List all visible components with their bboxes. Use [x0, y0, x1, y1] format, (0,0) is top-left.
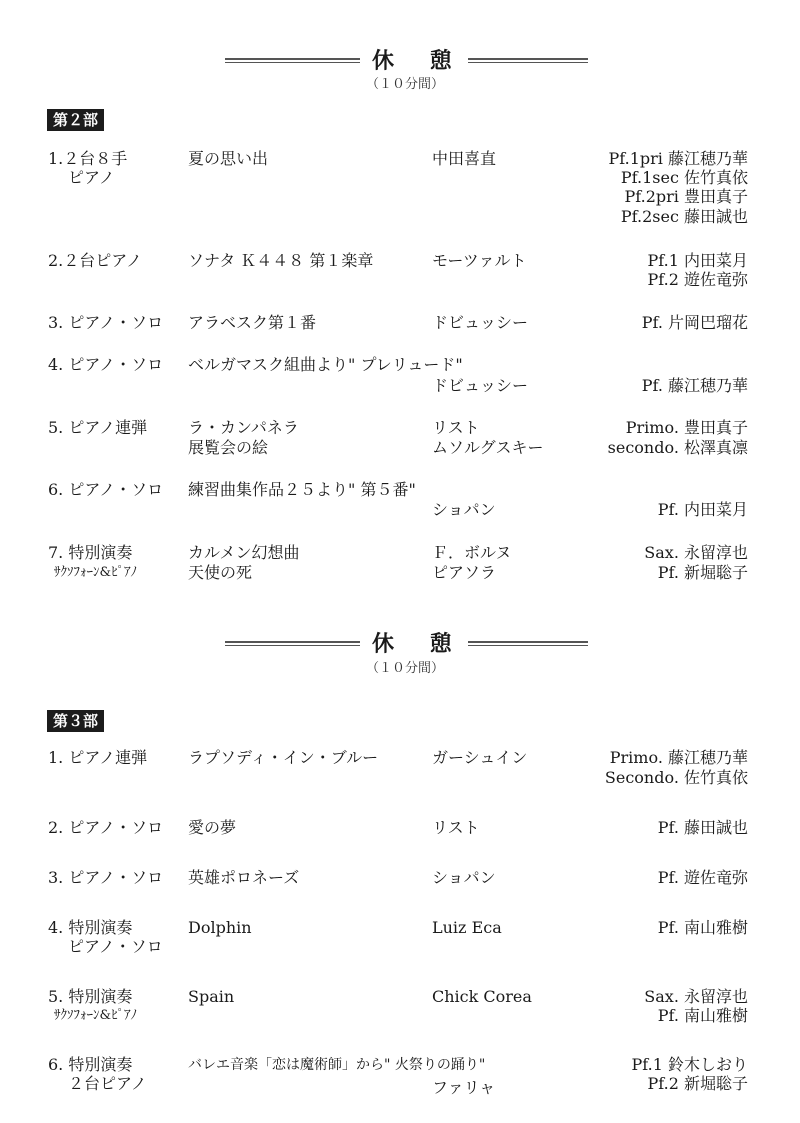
performer: Pf. 南山雅樹 [657, 1006, 748, 1025]
piece-title: 夏の思い出 [188, 149, 269, 168]
performer: Pf. 新堀聡子 [657, 563, 748, 582]
item-category: ２台ピアノ [68, 1074, 147, 1093]
piece-title: ベルガマスク組曲より" プレリュード" [188, 355, 463, 374]
composer: モーツァルト [432, 251, 527, 270]
break-rule-right [468, 641, 588, 646]
composer: Ｆ．ボルヌ [432, 543, 512, 562]
piece-title: ソナタ Ｋ４４８ 第１楽章 [188, 251, 374, 270]
piece-title: バレエ音楽「恋は魔術師」から" 火祭りの踊り" [188, 1057, 486, 1073]
performer: Sax. 永留淳也 [644, 987, 748, 1006]
composer: Luiz Eca [432, 918, 502, 937]
performer: Pf.2sec 藤田誠也 [620, 207, 748, 226]
item-category: ピアノ・ソロ [68, 937, 163, 956]
composer: Chick Corea [432, 987, 532, 1006]
break-rule-left [225, 58, 360, 63]
item-category: ピアノ [68, 168, 115, 187]
piece-title: 展覧会の絵 [188, 438, 269, 457]
composer: ドビュッシー [432, 376, 529, 395]
composer: ショパン [432, 868, 496, 887]
piece-title: Spain [188, 987, 235, 1006]
composer: ガーシュイン [432, 748, 528, 767]
performer: Sax. 永留淳也 [644, 543, 748, 562]
item-number: 5. ピアノ連弾 [48, 418, 148, 437]
part-label: 第３部 [47, 710, 104, 732]
performer: Pf.2pri 豊田真子 [624, 187, 748, 206]
piece-title: 天使の死 [188, 563, 253, 582]
performer: Pf. 片岡巴瑠花 [641, 313, 748, 332]
item-number: 6. 特別演奏 [48, 1055, 133, 1074]
performer: Primo. 藤江穂乃華 [609, 748, 748, 767]
piece-title: 愛の夢 [188, 818, 237, 837]
performer: Pf. 内田菜月 [657, 500, 748, 519]
item-number: 7. 特別演奏 [48, 543, 133, 562]
composer: ムソルグスキー [432, 438, 544, 457]
composer: ドビュッシー [432, 313, 529, 332]
item-number: 4. 特別演奏 [48, 918, 133, 937]
performer: Primo. 豊田真子 [625, 418, 748, 437]
item-category: ｻｸｿﾌｫｰﾝ&ﾋﾟｱﾉ [54, 565, 138, 580]
item-number: 2. ピアノ・ソロ [48, 818, 164, 837]
performer: Secondo. 佐竹真依 [604, 768, 748, 787]
item-number: 6. ピアノ・ソロ [48, 480, 164, 499]
performer: Pf. 南山雅樹 [657, 918, 748, 937]
composer: ファリャ [432, 1078, 496, 1097]
break-title: 休 憩 [372, 631, 466, 657]
performer: Pf.2 新堀聡子 [647, 1074, 748, 1093]
composer: 中田喜直 [432, 149, 497, 168]
item-number: 1. ピアノ連弾 [48, 748, 148, 767]
performer: Pf. 遊佐竜弥 [657, 868, 748, 887]
performer: Pf. 藤江穂乃華 [641, 376, 748, 395]
piece-title: カルメン幻想曲 [188, 543, 300, 562]
break-subtitle: （１０分間） [366, 77, 445, 92]
performer: secondo. 松澤真凛 [607, 438, 748, 457]
piece-title: Dolphin [188, 918, 252, 937]
break-subtitle: （１０分間） [366, 661, 445, 676]
part-label: 第２部 [47, 109, 104, 131]
item-number: 2.２台ピアノ [48, 251, 142, 270]
performer: Pf.1pri 藤江穂乃華 [608, 149, 748, 168]
composer: ショパン [432, 500, 496, 519]
piece-title: 英雄ポロネーズ [188, 868, 300, 887]
break-rule-right [468, 58, 588, 63]
item-number: 3. ピアノ・ソロ [48, 313, 164, 332]
piece-title: ラプソディ・イン・ブルー [188, 748, 379, 767]
composer: リスト [432, 818, 480, 837]
break-rule-left [225, 641, 360, 646]
item-number: 4. ピアノ・ソロ [48, 355, 164, 374]
composer: ピアソラ [432, 563, 497, 582]
break-title: 休 憩 [372, 48, 466, 74]
composer: リスト [432, 418, 480, 437]
item-category: ｻｸｿﾌｫｰﾝ&ﾋﾟｱﾉ [54, 1008, 138, 1023]
performer: Pf.1sec 佐竹真依 [620, 168, 748, 187]
piece-title: アラベスク第１番 [188, 313, 317, 332]
item-number: 5. 特別演奏 [48, 987, 133, 1006]
performer: Pf. 藤田誠也 [657, 818, 748, 837]
performer: Pf.1 内田菜月 [647, 251, 748, 270]
piece-title: ラ・カンパネラ [188, 418, 299, 437]
performer: Pf.2 遊佐竜弥 [647, 270, 748, 289]
item-number: 1.２台８手 [48, 149, 128, 168]
performer: Pf.1 鈴木しおり [631, 1055, 748, 1074]
piece-title: 練習曲集作品２５より" 第５番" [188, 480, 416, 499]
item-number: 3. ピアノ・ソロ [48, 868, 164, 887]
